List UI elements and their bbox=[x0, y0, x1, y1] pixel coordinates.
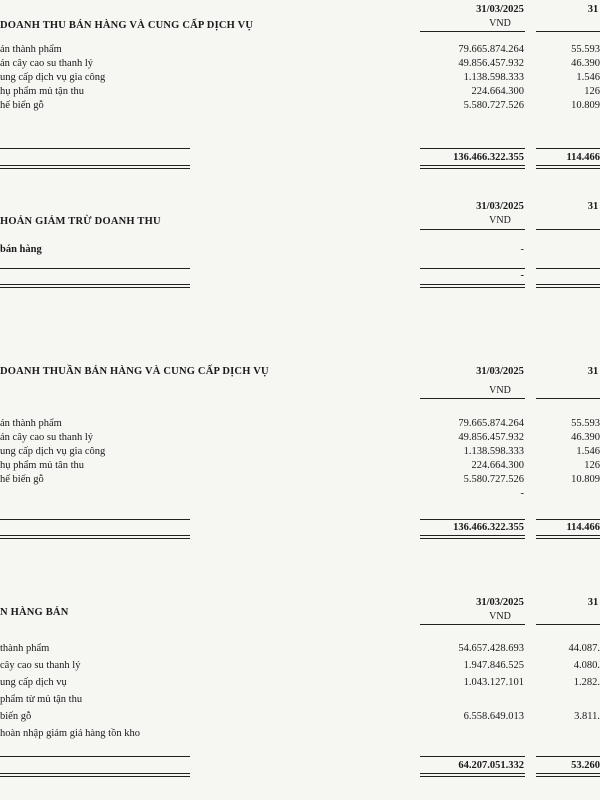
s3-row-v1: 49.856.457.932 bbox=[458, 432, 524, 443]
s1-total-double-rule-1 bbox=[420, 165, 525, 169]
s3-row-v2: 1.546 bbox=[576, 446, 600, 457]
s4-total-v1: 64.207.051.332 bbox=[458, 760, 524, 771]
s4-subtotal-rule bbox=[0, 756, 190, 757]
s4-row-v2: 44.087. bbox=[568, 643, 600, 654]
s3-row-label: hụ phẩm mủ tân thu bbox=[0, 460, 84, 471]
s3-col2-date: 31 bbox=[587, 366, 599, 377]
s3-subtotal-rule-1 bbox=[420, 519, 525, 520]
s4-row-v1: 54.657.428.693 bbox=[458, 643, 524, 654]
s1-row-label: ung cấp dịch vụ gia công bbox=[0, 72, 106, 83]
s4-col1-unit: VND bbox=[489, 611, 511, 622]
s2-header-rule-2 bbox=[536, 229, 600, 230]
s1-row-label: hế biến gỗ bbox=[0, 100, 44, 111]
s3-row-v1: 79.665.874.264 bbox=[458, 418, 524, 429]
s3-col1-date: 31/03/2025 bbox=[476, 366, 524, 377]
s4-row-v1: 1.947.846.525 bbox=[463, 660, 524, 671]
s3-row-v2: 10.809 bbox=[571, 474, 600, 485]
s1-row-v2: 46.390 bbox=[571, 58, 600, 69]
s3-row-label: hế biến gỗ bbox=[0, 474, 44, 485]
s4-row-label: biến gỗ bbox=[0, 711, 32, 722]
s1-subtotal-rule-2 bbox=[536, 148, 600, 149]
s4-total-v2: 53.260 bbox=[571, 760, 600, 771]
s3-row-v1: 5.580.727.526 bbox=[463, 474, 524, 485]
s4-title: N HÀNG BÁN bbox=[0, 607, 69, 618]
s2-col1-unit: VND bbox=[489, 215, 511, 226]
s4-row-v2: 4.080. bbox=[573, 660, 600, 671]
s1-row-v1: 1.138.598.333 bbox=[463, 72, 524, 83]
s4-header-rule-2 bbox=[536, 624, 600, 625]
s1-total-v1: 136.466.322.355 bbox=[453, 152, 524, 163]
s2-title: HOẢN GIẢM TRỪ DOANH THU bbox=[0, 216, 161, 227]
s2-total-double-rule-2 bbox=[536, 284, 600, 288]
s3-header-rule bbox=[420, 398, 525, 399]
s4-row-label: thành phẩm bbox=[0, 643, 50, 654]
s3-row-label: ung cấp dịch vụ gia công bbox=[0, 446, 106, 457]
s4-total-double-rule-2 bbox=[536, 773, 600, 777]
s3-header-rule-2 bbox=[536, 398, 600, 399]
s3-total-double-rule-1 bbox=[420, 535, 525, 539]
s3-subtotal-rule-2 bbox=[536, 519, 600, 520]
s1-row-v2: 55.593 bbox=[571, 44, 600, 55]
s4-row-label: cây cao su thanh lý bbox=[0, 660, 81, 671]
s3-row-label: án cây cao su thanh lý bbox=[0, 432, 94, 443]
s1-col2-date: 31 bbox=[587, 4, 599, 15]
s1-row-v1: 49.856.457.932 bbox=[458, 58, 524, 69]
s4-total-double-rule-1 bbox=[420, 773, 525, 777]
s4-row-v2: 3.811. bbox=[574, 711, 600, 722]
s1-title: DOANH THU BÁN HÀNG VÀ CUNG CẤP DỊCH VỤ bbox=[0, 20, 254, 31]
s2-subtotal-rule-2 bbox=[536, 268, 600, 269]
s4-row-v2: 1.282. bbox=[573, 677, 600, 688]
s2-row-v1: - bbox=[520, 244, 524, 255]
s4-col2-date: 31 bbox=[587, 597, 599, 608]
s3-total-v2: 114.466 bbox=[566, 522, 600, 533]
s3-row-v1: 224.664.300 bbox=[471, 460, 524, 471]
s1-total-double-rule bbox=[0, 165, 190, 169]
s2-total-double-rule-1 bbox=[420, 284, 525, 288]
s1-header-rule-2 bbox=[536, 31, 600, 32]
s1-subtotal-rule bbox=[0, 148, 190, 149]
s4-header-rule bbox=[420, 624, 525, 625]
s3-row-v2: 126 bbox=[584, 460, 600, 471]
s4-row-v1: 1.043.127.101 bbox=[463, 677, 524, 688]
s4-subtotal-rule-1 bbox=[420, 756, 525, 757]
s1-row-v1: 224.664.300 bbox=[471, 86, 524, 97]
s1-header-rule bbox=[420, 31, 525, 32]
s3-total-double-rule-2 bbox=[536, 535, 600, 539]
s4-row-label: ung cấp dịch vụ bbox=[0, 677, 67, 688]
s1-row-label: hụ phẩm mủ tận thu bbox=[0, 86, 84, 97]
s3-title: DOANH THUẦN BÁN HÀNG VÀ CUNG CẤP DỊCH VỤ bbox=[0, 366, 269, 377]
s1-row-v2: 1.546 bbox=[576, 72, 600, 83]
s1-total-v2: 114.466 bbox=[566, 152, 600, 163]
s2-total-v1: - bbox=[520, 270, 524, 281]
s1-row-v2: 126 bbox=[584, 86, 600, 97]
s3-row-v1: 1.138.598.333 bbox=[463, 446, 524, 457]
s1-total-double-rule-2 bbox=[536, 165, 600, 169]
s1-row-v1: 5.580.727.526 bbox=[463, 100, 524, 111]
s2-total-double-rule bbox=[0, 284, 190, 288]
s1-row-label: án cây cao su thanh lý bbox=[0, 58, 94, 69]
s4-col1-date: 31/03/2025 bbox=[476, 597, 524, 608]
s2-header-rule bbox=[420, 229, 525, 230]
s4-row-v1: 6.558.649.013 bbox=[463, 711, 524, 722]
s2-subtotal-rule-1 bbox=[420, 268, 525, 269]
s2-col2-date: 31 bbox=[587, 201, 599, 212]
s1-col1-unit: VND bbox=[489, 18, 511, 29]
s3-subtotal-rule bbox=[0, 519, 190, 520]
s1-col1-date: 31/03/2025 bbox=[476, 4, 524, 15]
s3-row-v1: - bbox=[520, 488, 524, 499]
s3-row-label: án thành phẩm bbox=[0, 418, 62, 429]
s4-total-double-rule bbox=[0, 773, 190, 777]
s3-col1-unit: VND bbox=[489, 385, 511, 396]
s2-row-label: bán hàng bbox=[0, 244, 42, 255]
s1-row-v2: 10.809 bbox=[571, 100, 600, 111]
s2-subtotal-rule bbox=[0, 268, 190, 269]
s1-subtotal-rule-1 bbox=[420, 148, 525, 149]
s1-row-v1: 79.665.874.264 bbox=[458, 44, 524, 55]
s3-row-v2: 55.593 bbox=[571, 418, 600, 429]
s3-total-v1: 136.466.322.355 bbox=[453, 522, 524, 533]
s3-total-double-rule bbox=[0, 535, 190, 539]
s1-row-label: án thành phẩm bbox=[0, 44, 62, 55]
s3-row-v2: 46.390 bbox=[571, 432, 600, 443]
s4-row-label: phẩm từ mủ tận thu bbox=[0, 694, 83, 705]
s4-subtotal-rule-2 bbox=[536, 756, 600, 757]
s2-col1-date: 31/03/2025 bbox=[476, 201, 524, 212]
s4-row-label: hoàn nhập giảm giá hàng tồn kho bbox=[0, 728, 140, 739]
